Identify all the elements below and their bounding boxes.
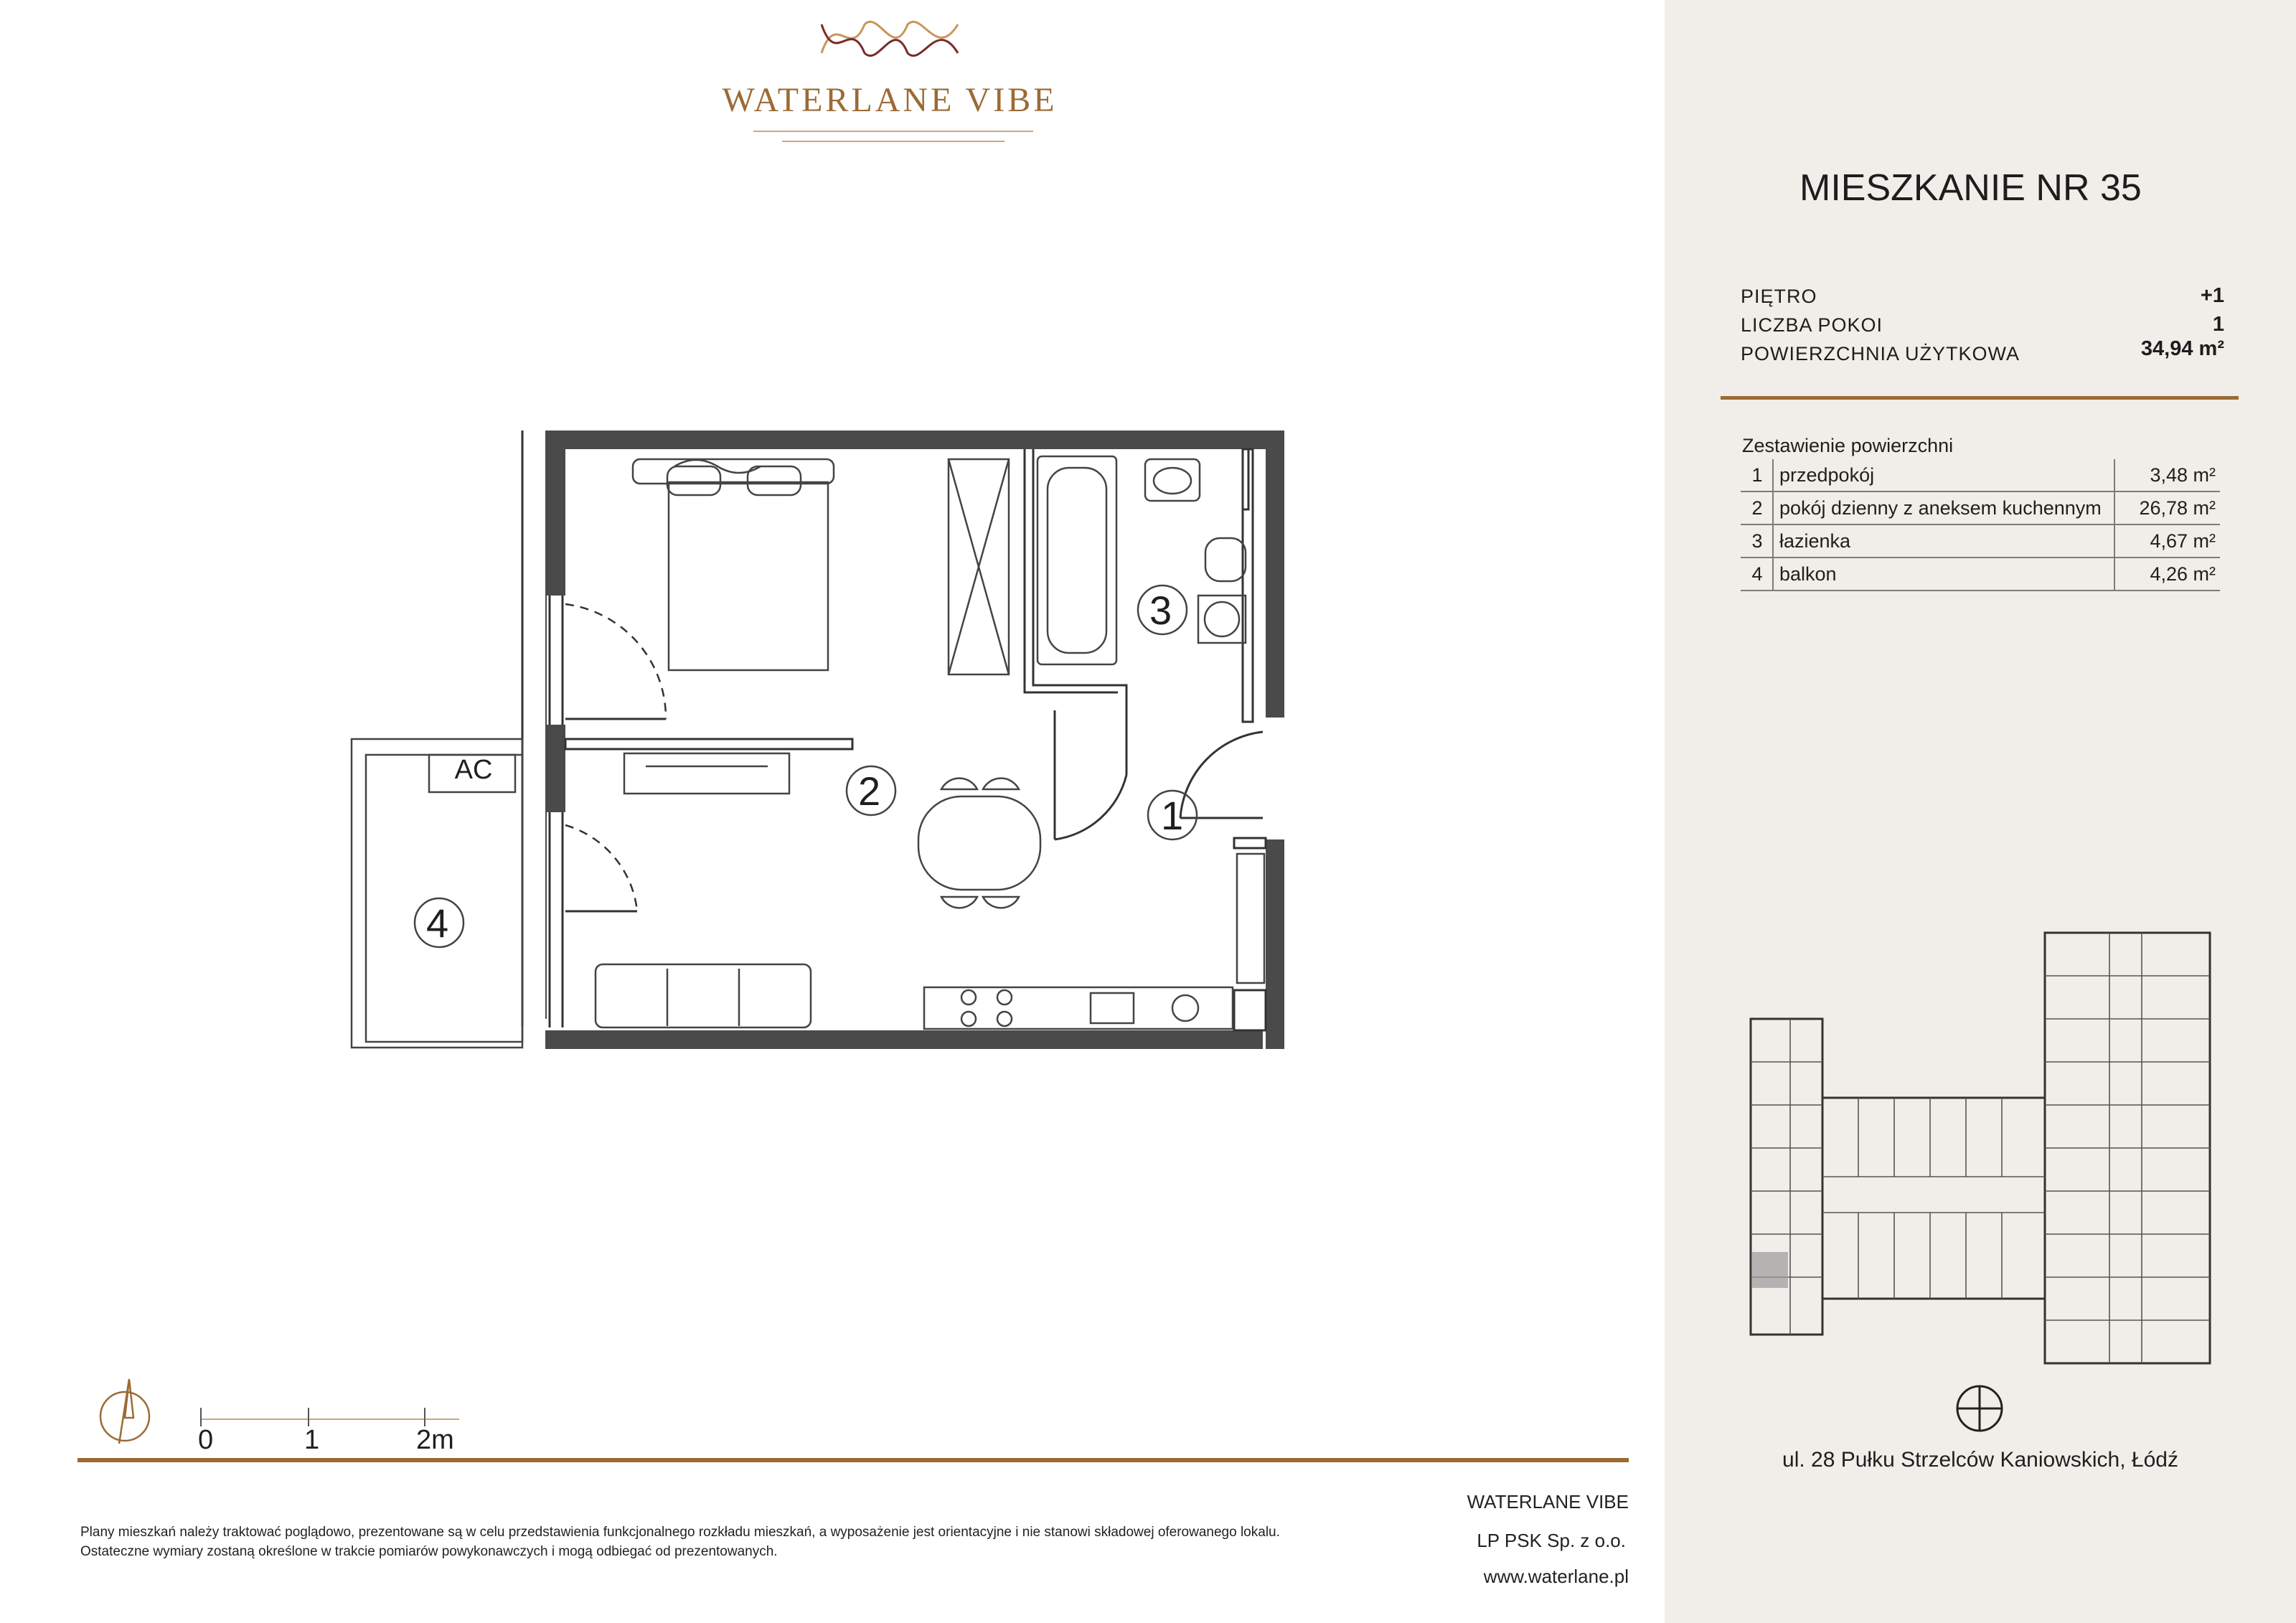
company-name: WATERLANE VIBE — [1467, 1491, 1629, 1513]
brand-logo-text: WATERLANE VIBE — [722, 81, 1058, 119]
area-name: przedpokój — [1773, 459, 2114, 491]
building-key-plan — [1736, 926, 2224, 1370]
wall-right-lower — [1266, 839, 1284, 1049]
area-name: balkon — [1773, 558, 2114, 591]
areas-heading: Zestawienie powierzchni — [1742, 435, 1954, 456]
area-name: pokój dzienny z aneksem kuchennym — [1773, 491, 2114, 524]
disclaimer-line-1: Plany mieszkań należy traktować poglądowo, prezentowane są w celu przedstawienia funkcjonalnego rozkładu mieszkań, a wyposażenie jest orientacyjne i nie stanowi składowej oferowanego lokalu. — [80, 1525, 1280, 1540]
bed — [669, 482, 828, 670]
area-num: 3 — [1741, 524, 1773, 558]
areas-table — [1741, 459, 2220, 591]
kitchen-counter — [924, 987, 1233, 1029]
accent-divider — [1721, 396, 2239, 400]
scale-label-0: 0 — [198, 1425, 214, 1455]
room-label-1: 1 — [1161, 793, 1184, 838]
area-num: 1 — [1741, 459, 1773, 491]
wall-right-upper — [1266, 431, 1284, 718]
compass-icon — [89, 1375, 161, 1446]
area-name: łazienka — [1773, 524, 2114, 558]
sofa — [596, 964, 811, 1027]
detail-value-rooms: 1 — [2212, 313, 2224, 336]
table-row — [1741, 459, 2220, 491]
logo-waves-icon — [818, 17, 961, 60]
wall-top — [545, 431, 1284, 449]
table-row — [1741, 491, 2220, 524]
toilet — [1205, 538, 1246, 581]
room-label-2: 2 — [858, 768, 881, 814]
disclaimer-line-2: Ostateczne wymiary zostaną określone w trakcie pomiarów powykonawczych i mogą odbiegać od prezentowanych. — [80, 1544, 778, 1559]
area-num: 2 — [1741, 491, 1773, 524]
logo-underline-2 — [782, 141, 1004, 142]
website-link[interactable]: www.waterlane.pl — [1483, 1566, 1629, 1587]
area-value: 4,26 m² — [2114, 558, 2220, 591]
north-arrow-icon — [1954, 1383, 2005, 1434]
info-panel — [1665, 0, 2296, 1623]
room-label-4: 4 — [426, 900, 449, 946]
area-value: 4,67 m² — [2114, 524, 2220, 558]
company-legal: LP PSK Sp. z o.o. — [1477, 1530, 1626, 1551]
dining-table — [918, 796, 1040, 890]
area-num: 4 — [1741, 558, 1773, 591]
highlighted-unit — [1752, 1252, 1788, 1288]
address: ul. 28 Pułku Strzelców Kaniowskich, Łódź — [1782, 1448, 2178, 1472]
scale-label-1: 1 — [304, 1425, 320, 1455]
table-row — [1741, 558, 2220, 591]
room-label-3: 3 — [1149, 588, 1172, 633]
wall-bottom — [545, 1030, 1263, 1049]
footer-divider — [77, 1458, 1629, 1462]
ac-label: AC — [454, 755, 493, 785]
kitchen-cabinet — [1237, 854, 1264, 983]
area-value: 3,48 m² — [2114, 459, 2220, 491]
table-row — [1741, 524, 2220, 558]
detail-label-rooms: LICZBA POKOI — [1741, 314, 1883, 336]
tv-unit — [624, 753, 789, 794]
detail-label-floor: PIĘTRO — [1741, 286, 1817, 307]
detail-value-area: 34,94 m² — [2140, 337, 2224, 360]
logo-underline — [753, 131, 1033, 132]
detail-label-area: POWIERZCHNIA UŻYTKOWA — [1741, 343, 2020, 364]
area-value: 26,78 m² — [2114, 491, 2220, 524]
apartment-title: MIESZKANIE NR 35 — [1799, 167, 2142, 209]
bathtub — [1038, 456, 1116, 664]
detail-value-floor: +1 — [2200, 284, 2224, 307]
disclaimer — [80, 1523, 1444, 1561]
scale-label-2: 2m — [416, 1425, 454, 1455]
